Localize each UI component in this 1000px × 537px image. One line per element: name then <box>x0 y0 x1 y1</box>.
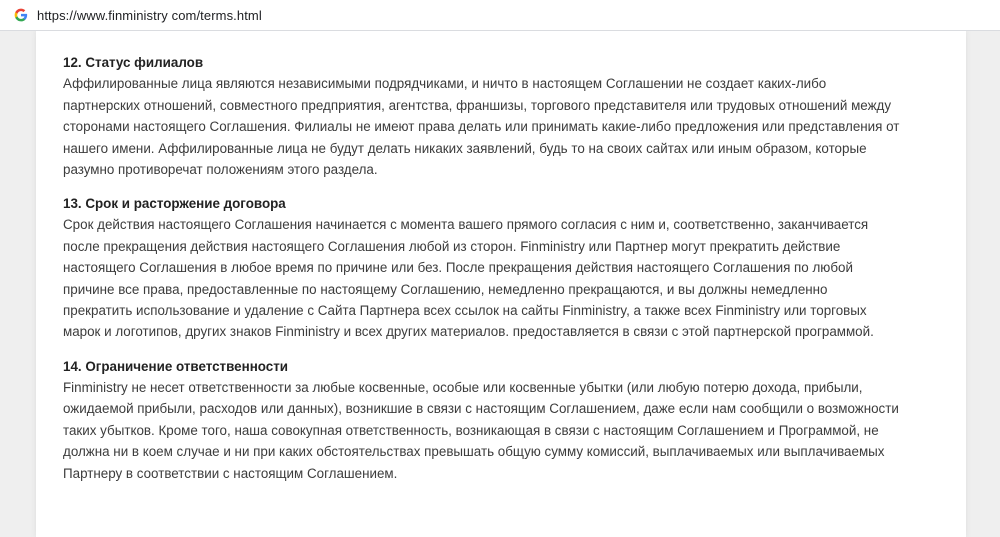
section-13-line: после прекращения действия настоящего Соглашения любой из сторон. Finministry или Партнер могут прекратить действие <box>63 238 841 254</box>
section-12-line: Аффилированные лица являются независимыми подрядчиками, и ничто в настоящем Соглашении не создает каких-либо <box>63 76 827 92</box>
section-13-heading: 13. Срок и расторжение договора <box>63 196 286 212</box>
section-13-line: причине все права, предоставленные по настоящему Соглашению, немедленно прекращаются, и вы должны немедленно <box>63 281 828 297</box>
terms-content <box>63 31 963 484</box>
section-12-line: нашего имени. Аффилированные лица не будут делать никаких заявлений, будь то на своих сайтах или иным образом, которые <box>63 140 867 156</box>
google-g-icon <box>13 7 29 23</box>
section-13-line: марок и логотипов, других знаков Finministry и всех других материалов. предоставляется в связи с этой партнерской программой. <box>63 324 874 340</box>
address-bar[interactable] <box>0 0 1000 31</box>
section-14-line: таких убытков. Кроме того, наша совокупная ответственность, возникающая в связи с настоящим Соглашением и Программой, не <box>63 422 879 438</box>
terms-page <box>36 31 966 537</box>
url-text[interactable]: https://www.finministry com/terms.html <box>37 7 262 23</box>
section-14-line: Finministry не несет ответственности за любые косвенные, особые или косвенные убытки (или любую потерю дохода, прибыли, <box>63 379 863 395</box>
section-13-line: настоящего Соглашения в любое время по причине или без. После прекращения действия настоящего Соглашения по любой <box>63 260 853 276</box>
partial-line <box>63 31 963 34</box>
section-13-line: прекратить использование и удаление с Сайта Партнера всех ссылок на сайты Finministry, а также всех Finministry или торговых <box>63 303 867 319</box>
section-14-heading: 14. Ограничение ответственности <box>63 358 289 374</box>
section-14-line: Партнеру в соответствии с настоящим Соглашением. <box>63 465 398 481</box>
page-margin-left <box>0 31 36 537</box>
section-12-heading: 12. Статус филиалов <box>63 55 204 71</box>
section-14-line: должна ни в коем случае и ни при каких обстоятельствах превышать общую сумму комиссий, выплачиваемых или выплачиваемых <box>63 444 885 460</box>
section-14-paragraph <box>63 377 963 484</box>
section-12-line: партнерских отношений, совместного предприятия, агентства, франшизы, торгового представителя или трудовых отношений между <box>63 97 892 113</box>
page-margin-right <box>966 31 1000 537</box>
section-12-line: разумно противоречат положениям этого раздела. <box>63 162 378 178</box>
section-13-line: Срок действия настоящего Соглашения начинается с момента вашего прямого согласия с ним и, соответственно, заканчивается <box>63 217 869 233</box>
section-12-line: сторонами настоящего Соглашения. Филиалы не имеют права делать или принимать какие-либо предложения или представления от <box>63 119 900 135</box>
section-13-paragraph <box>63 214 963 342</box>
section-14-line: ожидаемой прибыли, расходов или данных), возникшие в связи с настоящим Соглашением, даже если нам сообщили о возможности <box>63 401 899 417</box>
section-12-paragraph <box>63 73 963 180</box>
